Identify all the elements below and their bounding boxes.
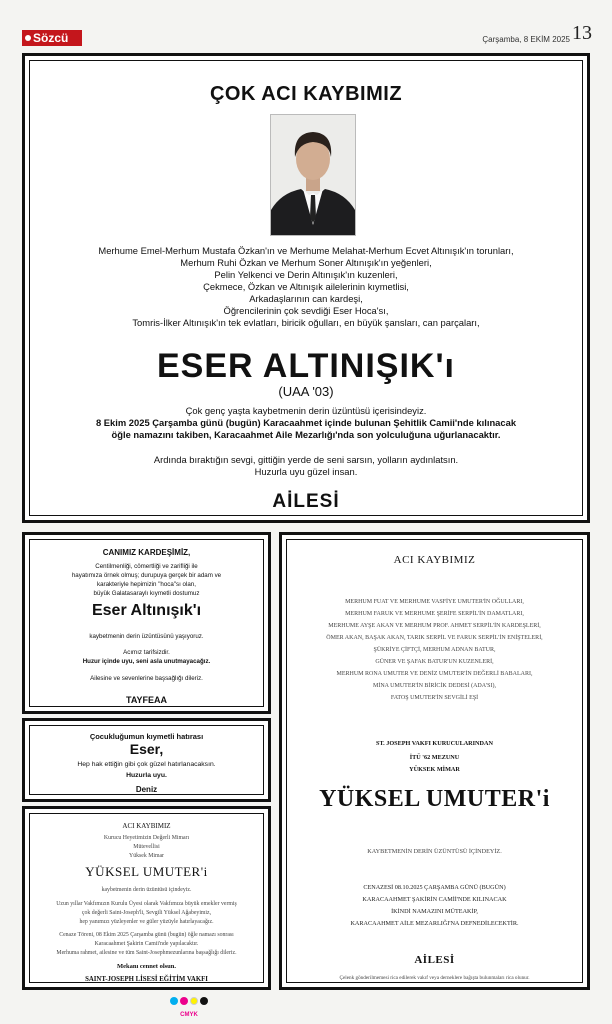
- ad2-after: Ailesine ve sevenlerine başsağlığı dileriz.: [90, 675, 203, 682]
- ad4-body: kaybetmenin derin üzüntüsü içindeyiz.: [101, 887, 192, 893]
- ad4-body: Merhuma rahmet, ailesine ve tüm Saint-Josephmezunlarına başsağlığı dileriz.: [56, 950, 237, 956]
- ad3-signature: Deniz: [135, 785, 158, 794]
- ad4-title: ACI KAYBIMIZ: [122, 822, 171, 830]
- main-obituary: [22, 53, 590, 523]
- newspaper-logo: Sözcü: [22, 30, 82, 46]
- ad4-body: çok değerli Saint-Joseph'li, Sevgili Yüksel Ağabeyimiz,: [81, 910, 212, 916]
- ad5-funeral: İKİNDİ NAMAZINI MÜTEAKİP,: [391, 908, 478, 915]
- relation-line: Merhum Ruhi Özkan ve Merhum Soner Altınışık'ın yeğenleri,: [180, 257, 432, 268]
- ad5-sub: ST. JOSEPH VAKFI KURUCULARINDAN: [376, 740, 493, 747]
- announcement-line: 8 Ekim 2025 Çarşamba günü (bugün) Karacaahmet içinde bulunan Şehitlik Camii'nde kılınacak: [95, 417, 517, 428]
- ad4-closing: Mekanı cennet olsun.: [116, 963, 177, 970]
- portrait-icon: [271, 115, 355, 235]
- deceased-name: ESER ALTINIŞIK'ı: [157, 347, 455, 385]
- ad5-line: MERHUM FUAT VE MERHUME VASFİYE UMUTER'İN OĞULLARI,: [345, 599, 524, 605]
- ad5-line: MERHUME AYŞE AKAN VE MERHUM PROF. AHMET SERPİL'İN KARDEŞLERİ,: [328, 623, 541, 629]
- ad5-signature: AİLESİ: [414, 954, 455, 966]
- farewell-line: Ardında bıraktığın sevgi, gittiğin yerde de seni sarsın, yolların aydınlatsın.: [153, 454, 459, 465]
- ad4-body: Uzun yıllar Vakfımızın Kurulu Üyesi olarak Vakfımıza büyük emekler vermiş: [56, 901, 237, 907]
- ad3-name: Eser,: [129, 741, 164, 757]
- relation-line: Öğrencilerinin çok sevdiği Eser Hoca'sı,: [223, 305, 389, 316]
- black-dot-icon: [200, 997, 208, 1005]
- announcement-line: Çok genç yaşta kaybetmenin derin üzüntüsü içerisindeyiz.: [185, 405, 427, 416]
- main-title: ÇOK ACI KAYBIMIZ: [209, 83, 403, 105]
- ad2-line: büyük Galatasaraylı kıymetli dostumuz: [93, 590, 200, 597]
- ad5-sorrow: KAYBETMENİN DERİN ÜZÜNTÜSÜ İÇİNDEYİZ.: [367, 848, 502, 855]
- ad4-line: Kurucu Heyetimizin Değerli Mimarı: [103, 835, 190, 841]
- ad2-name: Eser Altınışık'ı: [91, 602, 202, 619]
- announcement-line: öğle namazını takiben, Karacaahmet Aile Mezarlığı'nda son yolculuğuna uğurlanacaktır.: [111, 429, 501, 440]
- ad2-after: Huzur içinde uyu, seni asla unutmayacağız.: [82, 658, 211, 665]
- ad2-line: karakteriyle hepimizin "hoca"sı olan,: [97, 581, 196, 588]
- relation-line: Merhume Emel-Merhum Mustafa Özkan'ın ve Merhume Melahat-Merhum Ecvet Altınışık'ın torunları,: [98, 245, 514, 256]
- issue-date: Çarşamba, 8 EKİM 2025: [482, 35, 570, 44]
- relation-line: Pelin Yelkenci ve Derin Altınışık'ın kuzenleri,: [214, 269, 398, 280]
- ad5-line: MİNA UMUTER'İN BİRİCİK DEDESİ (ADA'SI),: [373, 683, 496, 689]
- ad4-line: Mütevellisi: [133, 844, 160, 850]
- ad3-title: Çocukluğumun kıymetli hatırası: [89, 732, 204, 741]
- cmyk-label: CMYK: [180, 1012, 198, 1018]
- portrait-photo: [270, 114, 356, 236]
- ad4-body: Cenaze Töreni, 08 Ekim 2025 Çarşamba günü (bugün) öğle namazı sonrası: [59, 932, 234, 938]
- obituary-saint-joseph: [22, 806, 271, 990]
- ad5-funeral: KARACAAHMET AİLE MEZARLIĞI'NA DEFNEDİLECEKTİR.: [350, 920, 519, 927]
- cyan-dot-icon: [170, 997, 178, 1005]
- ad2-after: Acımız tarifsizdir.: [123, 649, 170, 656]
- obituary-deniz: [22, 718, 271, 802]
- ad2-signature: TAYFEAA: [125, 695, 167, 705]
- ad4-body: Karacaahmet Şakirin Camii'nde yapılacaktır.: [94, 941, 199, 947]
- cmyk-marks: [164, 992, 214, 1018]
- obituary-umuter-family: [279, 532, 590, 990]
- ad4-signature: SAINT-JOSEPH LİSESİ EĞİTİM VAKFI: [85, 976, 208, 983]
- ad5-title: ACI KAYBIMIZ: [393, 554, 476, 566]
- ad4-line: Yüksek Mimar: [129, 853, 164, 859]
- relation-line: Tomris-İlker Altınışık'ın tek evlatları, biricik oğulları, en büyük şansları, can parçaları,: [132, 317, 480, 328]
- ad5-funeral: KARACAAHMET ŞAKİRİN CAMİİ'NDE KILINACAK: [362, 896, 507, 903]
- magenta-dot-icon: [180, 997, 188, 1005]
- page-number: 13: [572, 22, 592, 44]
- ad4-body: hep yanımızı yüzleyenler ve güler yüzüyle hatırlayacağız.: [79, 919, 214, 925]
- ad5-footnote: Çelenk gönderilmemesi rica edilerek vakıf veya derneklere bağışta bulunmaları rica olunur.: [339, 975, 530, 981]
- logo-dot-icon: [25, 35, 31, 41]
- ad2-line: Centilmenliği, cömertliği ve zarifliği ile: [95, 563, 198, 570]
- color-registration-dots: [164, 992, 214, 1010]
- ad5-line: FATOŞ UMUTER'İN SEVGİLİ EŞİ: [390, 695, 479, 701]
- ad5-line: ÖMER AKAN, BAŞAK AKAN, TARIK SERPİL VE FARUK SERPİL'İN ENİŞTELERİ,: [326, 635, 543, 641]
- deceased-subtitle: (UAA '03): [278, 384, 334, 399]
- ad5-name: YÜKSEL UMUTER'i: [319, 786, 550, 812]
- ad3-line: Hep hak ettiğin gibi çok güzel hatırlanacaksın.: [77, 761, 216, 768]
- ad5-line: ŞÜKRİYE ÇİFTÇİ, MERHUM ADNAN BATUR,: [373, 647, 496, 653]
- ad2-title: CANIMIZ KARDEŞİMİZ,: [102, 548, 191, 557]
- main-signature: AİLESİ: [272, 491, 340, 512]
- ad2-after: kaybetmenin derin üzüntüsünü yaşıyoruz.: [89, 633, 204, 640]
- yellow-dot-icon: [190, 997, 198, 1005]
- ad5-line: GÜNER VE ŞAFAK BATUR'UN KUZENLERİ,: [375, 659, 494, 665]
- ad5-funeral: CENAZESİ 08.10.2025 ÇARŞAMBA GÜNÜ (BUGÜN): [363, 884, 506, 891]
- ad4-name: YÜKSEL UMUTER'i: [85, 864, 208, 879]
- ad5-line: MERHUM FARUK VE MERHUME ŞERİFE SERPİL'İN DAMATLARI,: [345, 611, 524, 617]
- ad2-line: hayatımıza örnek olmuş; durupuya gerçek bir adam ve: [71, 572, 222, 579]
- obituary-tayfeaa: [22, 532, 271, 714]
- ad3-line: Huzurla uyu.: [126, 772, 167, 779]
- relation-line: Çekmece, Özkan ve Altınışık ailelerinin kıymetlisi,: [203, 281, 409, 292]
- farewell-line: Huzurla uyu güzel insan.: [254, 466, 358, 477]
- ad5-sub: İTÜ '62 MEZUNU: [409, 754, 460, 761]
- relation-line: Arkadaşlarının can kardeşi,: [249, 293, 363, 304]
- ad5-sub: YÜKSEK MİMAR: [409, 766, 460, 773]
- ad5-line: MERHUM RONA UMUTER VE DENİZ UMUTER'İN DEĞERLİ BABALARI,: [336, 671, 533, 677]
